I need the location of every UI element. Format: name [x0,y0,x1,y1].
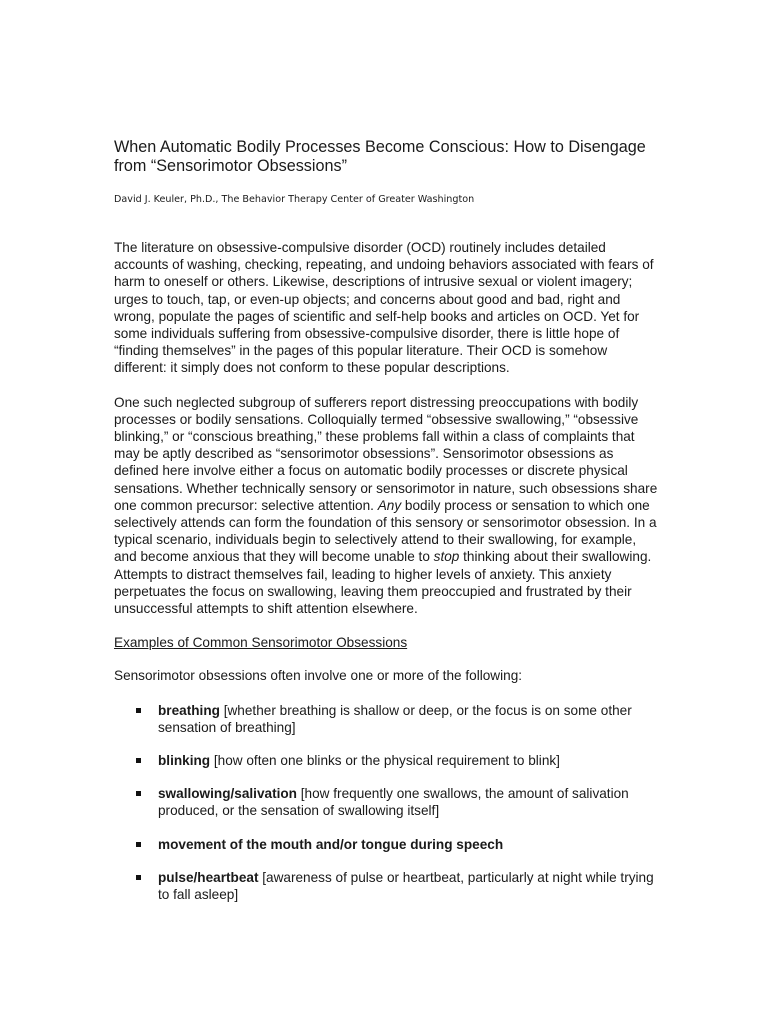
bullet-icon [136,758,141,763]
paragraph-neglected-subgroup [114,394,659,618]
item-detail: [awareness of pulse or heartbeat, particularly at night while trying to fall asleep] [158,869,654,903]
item-detail: [how frequently one swallows, the amount of salivation produced, or the sensation of swallowing itself] [158,786,629,819]
list-item [114,702,659,736]
emphasis-any: Any [377,497,402,513]
paragraph-intro: The literature on obsessive-compulsive disorder (OCD) routinely includes detailed accounts of washing, checking, repeating, and undoing behaviors associated with fears of harm to oneself or others. Likewise, descriptions of intrusive sexual or violent imagery; urges to touch, tap, or even-up objects; and concerns about good and bad, right and wrong, populate the pages of scientific and self-help books and articles on OCD. Yet for some individuals suffering from obsessive-compulsive disorder, there is little hope of “finding themselves” in the pages of this popular literature. Their OCD is somehow different: it simply does not conform to these popular descriptions. [114,240,654,376]
paragraph2-part2: bodily process or sensation to which one selectively attends can form the foundation of this sensory or sensorimotor obsession. In a typical scenario, individuals begin to selectively attend to their swallowing, for example, and become anxious that they will become unable to [114,497,657,565]
emphasis-stop: stop [433,549,460,565]
item-detail: [how often one blinks or the physical requirement to blink] [210,753,560,769]
list-intro: Sensorimotor obsessions often involve one or more of the following: [114,668,523,684]
obsession-list [114,702,659,904]
author-line: David J. Keuler, Ph.D., The Behavior Therapy Center of Greater Washington [114,194,475,205]
list-item [114,752,659,769]
list-item [114,836,659,853]
document-title: When Automatic Bodily Processes Become Conscious: How to Disengage from “Sensorimotor Obsessions” [114,138,646,175]
paragraph2-part1: One such neglected subgroup of sufferers report distressing preoccupations with bodily processes or bodily sensations. Colloquially termed “obsessive swallowing,” “obsessive blinking,” or “conscious breathing,” these problems fall within a class of complaints that may be aptly described as “sensorimotor obsessions”. Sensorimotor obsessions as defined here involve either a focus on automatic bodily processes or discrete physical sensations. Whether technically sensory or sensorimotor in nature, such obsessions share one common precursor: selective attention. [114,394,658,513]
paragraph2-part3: thinking about their swallowing. Attempts to distract themselves fail, leading to higher levels of anxiety. This anxiety perpetuates the focus on swallowing, leaving them preoccupied and frustrated by their unsuccessful attempts to shift attention elsewhere. [114,549,652,617]
bullet-icon [136,842,141,847]
section-heading: Examples of Common Sensorimotor Obsessions [114,635,408,651]
item-term: movement of the mouth and/or tongue during speech [158,836,504,852]
item-detail: [whether breathing is shallow or deep, or the focus is on some other sensation of breathing] [158,702,632,735]
bullet-icon [136,791,141,796]
item-term: swallowing/salivation [158,786,297,802]
item-term: blinking [158,753,211,769]
bullet-icon [136,875,141,880]
item-term: breathing [158,702,220,718]
list-item [114,785,659,819]
document-page [114,138,659,919]
item-term: pulse/heartbeat [158,869,259,885]
bullet-icon [136,708,141,713]
list-item [114,869,659,903]
